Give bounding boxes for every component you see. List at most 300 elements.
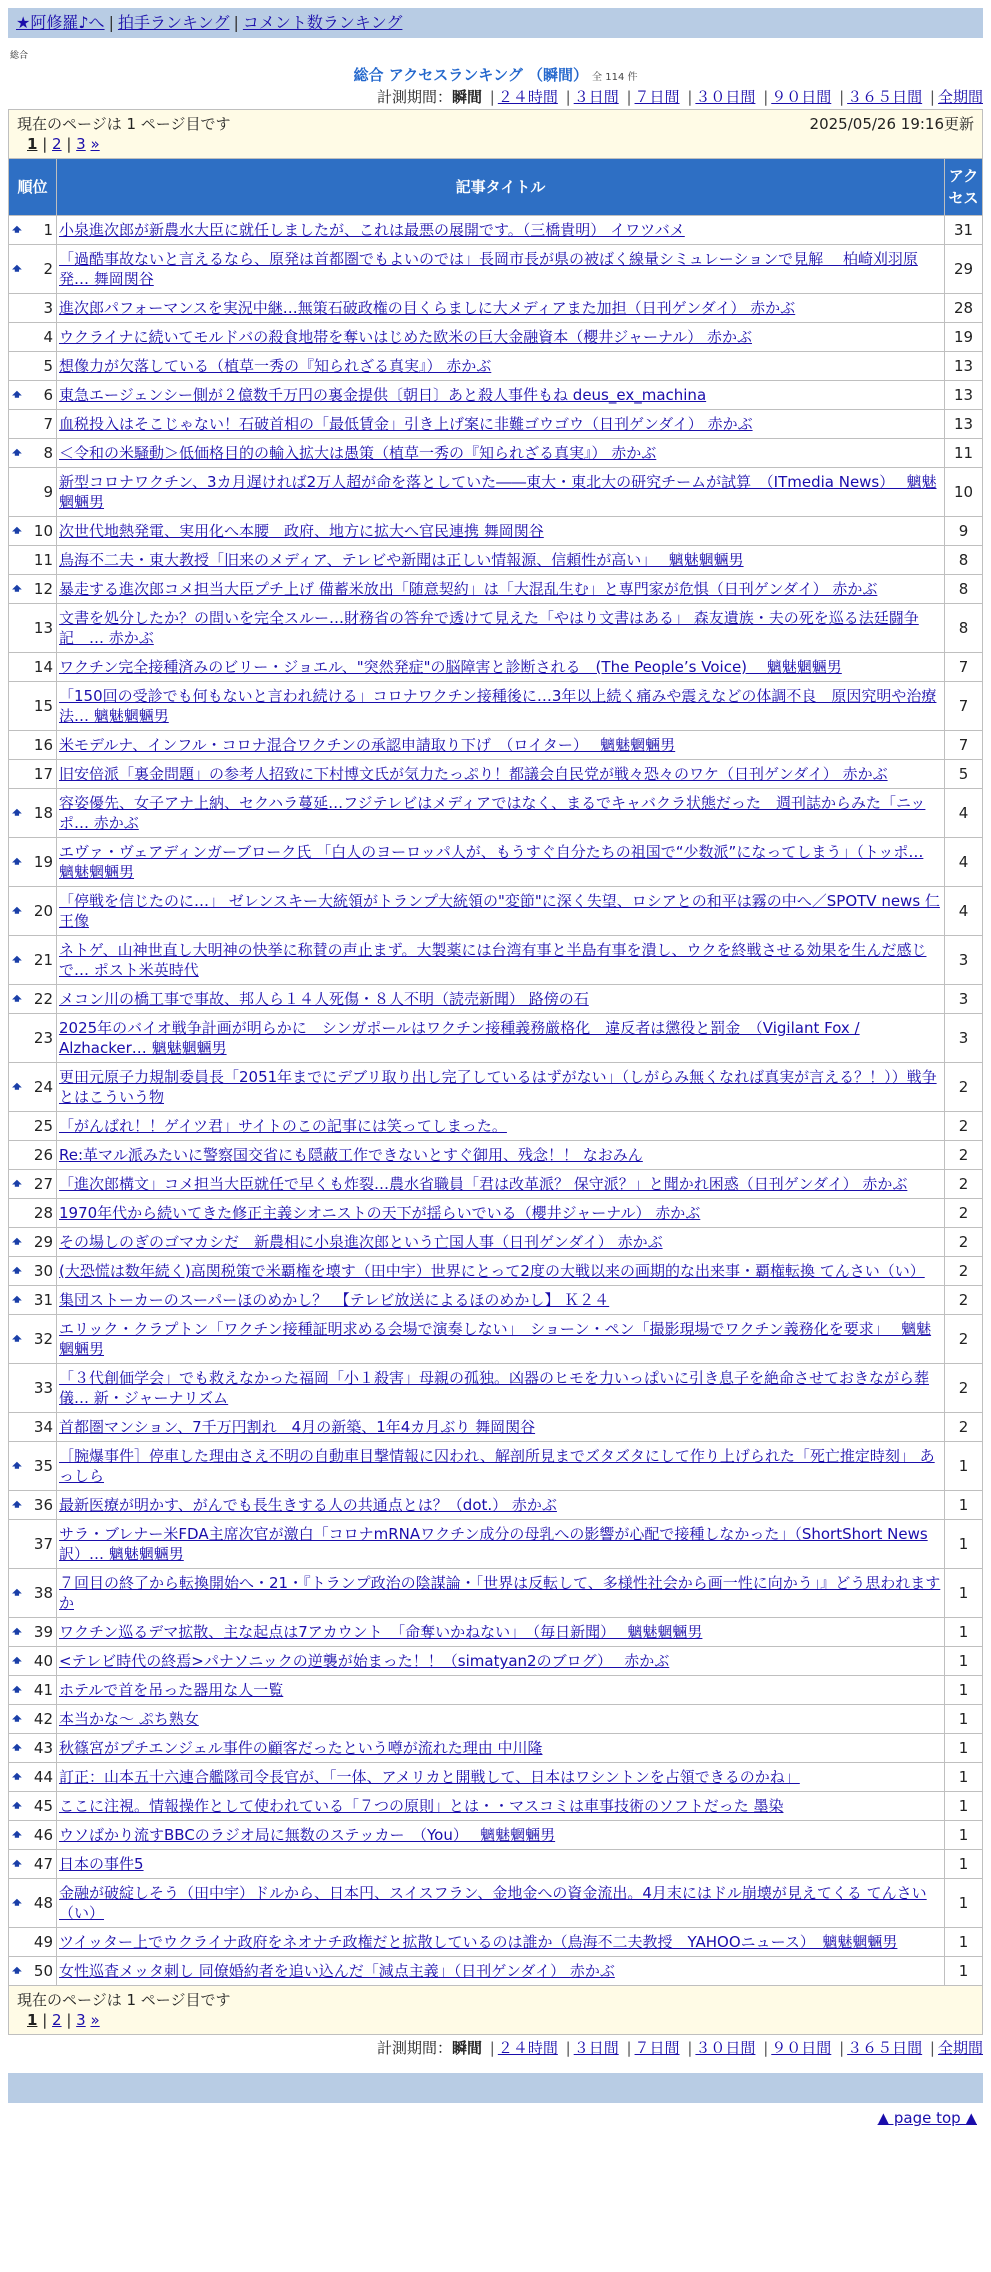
rank-cell [9,1257,57,1286]
rank-cell [9,1734,57,1763]
title-cell [57,410,945,439]
access-count: 13 [944,410,982,439]
period-selector-bottom: 計測期間：瞬間 | ２４時間 | ３日間 | ７日間 | ３０日間 | ９０日間 | ３６５日間 | 全期間 [376,2039,983,2057]
article-link[interactable]: ネトゲ、山神世直し大明神の快挙に称賛の声止まず。大製薬には台湾有事と半島有事を潰し、ウクを終戦させる効果を生んだ感じで… ポスト米英時代 [59,941,927,979]
rank-number: 25 [33,1117,53,1135]
rank-number: 47 [33,1855,53,1873]
table-row [9,439,983,468]
access-count: 1 [944,1442,982,1491]
article-link[interactable]: 東急エージェンシー側が２億数千万円の裏金提供〔朝日〕あと殺人事件もね deus_ex_machina [59,386,707,404]
article-link[interactable]: 新型コロナワクチン、3カ月遅ければ2万人超が命を落としていた――東大・東北大の研究チームが試算 （ITmedia News） 魑魅魍魎男 [59,473,937,511]
title-cell [57,468,945,517]
rank-cell [9,936,57,985]
access-count: 2 [944,1112,982,1141]
table-row [9,653,983,682]
article-link[interactable]: 「150回の受診でも何もないと言われ続ける」コロナワクチン接種後に…3年以上続く痛みや震えなどの体調不良 原因究明や治療法… 魑魅魍魎男 [59,687,937,725]
table-row [9,1228,983,1257]
access-count: 1 [944,1676,982,1705]
title-cell [57,1286,945,1315]
article-link[interactable]: 首都圏マンション、7千万円割れ 4月の新築、1年4カ月ぶり 舞岡関谷 [59,1418,536,1436]
rank-cell [9,985,57,1014]
rank-cell [9,1957,57,1986]
rank-cell [9,468,57,517]
title-cell [57,1520,945,1569]
page-info-bottom [9,1986,983,2035]
access-count: 2 [944,1413,982,1442]
access-count: 1 [944,1618,982,1647]
article-link[interactable]: 小泉進次郎が新農水大臣に就任しましたが、これは最悪の展開です。（三橋貴明） イワツバメ [59,221,685,239]
period-link-all[interactable]: 全期間 [937,88,983,106]
home-link[interactable]: ★阿修羅♪へ [16,13,105,32]
rank-cell [9,216,57,245]
table-row [9,760,983,789]
title-cell [57,1928,945,1957]
rank-cell [9,1491,57,1520]
rank-up-arrow-icon: 🠹 [12,1680,22,1699]
title-cell [57,985,945,1014]
article-link[interactable]: 女性巡査メッタ刺し 同僚婚約者を追い込んだ「減点主義」（日刊ゲンダイ） 赤かぶ [59,1962,615,1980]
rank-number: 15 [33,697,53,715]
article-link[interactable]: 「過酷事故ないと言えるなら、原発は首都圏でもよいのでは」長岡市長が県の被ばく線量シミュレーションで見解 柏崎刈羽原発… 舞岡関谷 [59,250,918,288]
pager-page-3[interactable]: 3 [76,135,86,153]
rank-number: 8 [43,444,53,462]
access-count: 2 [944,1170,982,1199]
title-cell [57,1647,945,1676]
access-count: 1 [944,1569,982,1618]
title-cell [57,1821,945,1850]
rank-number: 21 [33,951,53,969]
article-link[interactable]: 「がんばれ！！ゲイツ君」サイトのこの記事には笑ってしまった。 [59,1117,507,1135]
access-count: 28 [944,294,982,323]
title-cell [57,1014,945,1063]
rank-cell [9,682,57,731]
rank-cell [9,1286,57,1315]
article-link[interactable]: ウソばかり流すBBCのラジオ局に無数のステッカー （You） 魑魅魍魎男 [59,1826,556,1844]
article-link[interactable]: ＜令和の米騒動＞低価格目的の輸入拡大は愚策（植草一秀の『知られざる真実』） 赤かぶ [59,444,657,462]
pager-next[interactable]: » [90,135,100,153]
table-row [9,1928,983,1957]
title-cell [57,323,945,352]
rank-cell [9,1647,57,1676]
rank-cell [9,1850,57,1879]
access-count: 8 [944,604,982,653]
rank-up-arrow-icon: 🠹 [12,443,22,462]
rank-number: 16 [33,736,53,754]
rank-cell [9,575,57,604]
rank-up-arrow-icon: 🠹 [12,1456,22,1475]
rank-up-arrow-icon: 🠹 [12,579,22,598]
article-link[interactable]: 最新医療が明かす、がんでも長生きする人の共通点とは？（dot.） 赤かぶ [59,1496,557,1514]
page-top-link[interactable]: ▲ page top ▲ [877,2109,977,2127]
page-info-top [9,110,983,159]
period-link-all-bottom[interactable]: 全期間 [937,2039,983,2057]
article-link[interactable]: ツイッター上でウクライナ政府をネオナチ政権だと拡散しているのは誰か（鳥海不二夫教授 YAHOOニュース） 魑魅魍魎男 [59,1933,898,1951]
ranking-table [8,109,983,2035]
table-row [9,1734,983,1763]
article-link[interactable]: その場しのぎのゴマカシだ 新農相に小泉進次郎という亡国人事（日刊ゲンダイ） 赤かぶ [59,1233,663,1251]
article-link[interactable]: 日本の事件5 [59,1855,144,1873]
table-row [9,1647,983,1676]
period-link-90d[interactable]: ９０日間 [771,88,832,106]
rank-number: 20 [33,902,53,920]
title-cell [57,1228,945,1257]
rank-number: 31 [33,1291,53,1309]
period-link-24h-bottom[interactable]: ２４時間 [497,2039,558,2057]
access-count: 1 [944,1763,982,1792]
table-row [9,1364,983,1413]
article-link[interactable]: 旧安倍派「裏金問題」の参考人招致に下村博文氏が気力たっぷり！都議会自民党が戦々恐々のワケ（日刊ゲンダイ） 赤かぶ [59,765,888,783]
rank-up-arrow-icon: 🠹 [12,220,22,239]
rank-up-arrow-icon: 🠹 [12,989,22,1008]
table-row [9,294,983,323]
rank-up-arrow-icon: 🠹 [12,1767,22,1786]
table-row [9,838,983,887]
page-top-area [8,2103,983,2133]
title-cell [57,352,945,381]
rank-number: 42 [33,1710,53,1728]
rank-number: 29 [33,1233,53,1251]
article-link[interactable]: 想像力が欠落している（植草一秀の『知られざる真実』） 赤かぶ [59,357,492,375]
article-link[interactable]: ホテルで首を吊った器用な人一覧 [59,1681,284,1699]
table-row [9,468,983,517]
rank-up-arrow-icon: 🠹 [12,1651,22,1670]
rank-up-arrow-icon: 🠹 [12,950,22,969]
rank-number: 4 [43,328,53,346]
current-page-text-bottom: 現在のページは 1 ページ目です [17,1991,231,2009]
title-cell [57,1315,945,1364]
rank-cell [9,887,57,936]
article-link[interactable]: (大恐慌は数年続く)高関税策で米覇権を壊す（田中宇）世界にとって2度の大戦以来の画期的な出来事・覇権転換 てんさい（い） [59,1262,925,1280]
article-link[interactable]: 更田元原子力規制委員長「2051年までにデブリ取り出し完了しているはずがない」（しがらみ無くなれば真実が言える？！））戦争とはこういう物 [59,1068,937,1106]
rank-cell [9,1228,57,1257]
title-cell [57,1170,945,1199]
pager-page-2-bottom[interactable]: 2 [52,2011,62,2029]
access-count: 1 [944,1879,982,1928]
article-link[interactable]: 集団ストーカーのスーパーほのめかし？ 【テレビ放送によるほのめかし】 Ｋ２４ [59,1291,610,1309]
table-row [9,1286,983,1315]
table-row [9,1063,983,1112]
table-row [9,381,983,410]
article-link[interactable]: 秋篠宮がプチエンジェル事件の顧客だったという噂が流れた理由 中川隆 [59,1739,543,1757]
category-label: 総合 [10,51,29,61]
rank-up-arrow-icon: 🠹 [12,1796,22,1815]
rank-up-arrow-icon: 🠹 [12,852,22,871]
table-row [9,323,983,352]
article-link[interactable]: Re:革マル派みたいに警察国交省にも隠蔽工作できないとすぐ御用、残念！！ なおみん [59,1146,643,1164]
table-row [9,1850,983,1879]
title-cell [57,731,945,760]
title-cell [57,1442,945,1491]
bottom-bar [8,2073,983,2103]
rank-up-arrow-icon: 🠹 [12,259,22,278]
rank-number: 30 [33,1262,53,1280]
access-count: 2 [944,1364,982,1413]
period-label-bottom: 計測期間： [376,2039,452,2057]
rank-cell [9,323,57,352]
title-cell [57,789,945,838]
rank-cell [9,1112,57,1141]
article-link[interactable]: ここに注視。情報操作として使われている「７つの原則」とは・・マスコミは車事技術のソフトだった 墨染 [59,1797,784,1815]
rank-cell [9,1792,57,1821]
article-link[interactable]: 「３代創価学会」でも救えなかった福岡「小１殺害」母親の孤独。凶器のヒモを力いっぱいに引き息子を絶命させておきながら葬儀… 新・ジャーナリズム [59,1369,930,1407]
rank-cell [9,1315,57,1364]
rank-up-arrow-icon: 🠹 [12,1854,22,1873]
rank-cell [9,1705,57,1734]
title-cell [57,1792,945,1821]
article-link[interactable]: 本当かな～ ぷち熟女 [59,1710,199,1728]
title-cell [57,1063,945,1112]
access-count: 7 [944,682,982,731]
article-link[interactable]: ウクライナに続いてモルドバの殺食地帯を奪いはじめた欧米の巨大金融資本（櫻井ジャーナル） 赤かぶ [59,328,752,346]
access-count: 3 [944,985,982,1014]
table-row [9,1821,983,1850]
period-link-30d-bottom[interactable]: ３０日間 [695,2039,756,2057]
rank-number: 12 [33,580,53,598]
access-count: 7 [944,731,982,760]
rank-number: 40 [33,1652,53,1670]
title-cell [57,1879,945,1928]
rank-number: 35 [33,1457,53,1475]
rank-up-arrow-icon: 🠹 [12,1077,22,1096]
period-link-7d[interactable]: ７日間 [634,88,680,106]
pager-page-3-bottom[interactable]: 3 [76,2011,86,2029]
article-link[interactable]: 訂正：山本五十六連合艦隊司令長官が、「一体、アメリカと開戦して、日本はワシントンを占領できるのかね」 [59,1768,800,1786]
title-cell [57,936,945,985]
table-row [9,517,983,546]
access-count: 1 [944,1850,982,1879]
table-header [9,159,983,216]
article-link[interactable]: 血税投入はそこじゃない！石破首相の「最低賃金」引き上げ案に非難ゴウゴウ（日刊ゲンダイ） 赤かぶ [59,415,753,433]
clap-ranking-link[interactable]: 拍手ランキング [117,13,230,32]
title-cell [57,653,945,682]
access-count: 1 [944,1734,982,1763]
access-count: 1 [944,1957,982,1986]
title-cell [57,760,945,789]
access-count: 13 [944,381,982,410]
article-link[interactable]: メコン川の橋工事で事故、邦人ら１４人死傷・８人不明（読売新聞） 路傍の石 [59,990,589,1008]
article-link[interactable]: 金融が破綻しそう（田中宇）ドルから、日本円、スイスフラン、金地金への資金流出。4月末にはドル崩壊が見えてくる てんさい（い） [59,1884,927,1922]
table-row [9,1257,983,1286]
table-row [9,352,983,381]
rank-cell [9,352,57,381]
rank-up-arrow-icon: 🠹 [12,1961,22,1980]
title-cell [57,1763,945,1792]
title-cell [57,1676,945,1705]
access-count: 1 [944,1821,982,1850]
rank-header: 順位 [9,159,57,216]
rank-up-arrow-icon: 🠹 [12,1329,22,1348]
table-row [9,245,983,294]
rank-number: 32 [33,1330,53,1348]
access-count: 1 [944,1928,982,1957]
rank-number: 3 [43,299,53,317]
article-link[interactable]: <テレビ時代の終焉>パナソニックの逆襲が始まった！！（simatyan2のブログ） 赤かぶ [59,1652,670,1670]
rank-cell [9,410,57,439]
table-row [9,887,983,936]
rank-number: 18 [33,804,53,822]
period-link-30d[interactable]: ３０日間 [695,88,756,106]
rank-number: 37 [33,1535,53,1553]
ranking-heading: 総合 アクセスランキング （瞬間） [353,66,589,84]
article-link[interactable]: 鳥海不二夫・東大教授「旧来のメディア、テレビや新聞は正しい情報源、信頼性が高い」 魑魅魍魎男 [59,551,744,569]
rank-number: 23 [33,1029,53,1047]
article-link[interactable]: 次世代地熱発電、実用化へ本腰 政府、地方に拡大へ官民連携 舞岡関谷 [59,522,544,540]
rank-cell [9,604,57,653]
pager-page-2[interactable]: 2 [52,135,62,153]
title-cell [57,1413,945,1442]
article-link[interactable]: 「進次郎構文」コメ担当大臣就任で早くも炸裂…農水省職員「君は改革派？ 保守派？」と聞かれ困惑（日刊ゲンダイ） 赤かぶ [59,1175,908,1193]
table-row [9,1792,983,1821]
rank-number: 14 [33,658,53,676]
article-link[interactable]: 進次郎パフォーマンスを実況中継…無策石破政権の目くらましに大メディアまた加担（日刊ゲンダイ） 赤かぶ [59,299,796,317]
rank-cell [9,1199,57,1228]
article-link[interactable]: 容姿優先、女子アナ上納、セクハラ蔓延…フジテレビはメディアではなく、まるでキャバクラ状態だった 週刊誌からみた「ニッポ… 赤かぶ [59,794,926,832]
rank-cell [9,760,57,789]
title-cell [57,1141,945,1170]
period-link-365d[interactable]: ３６５日間 [847,88,923,106]
rank-cell [9,1879,57,1928]
rank-number: 5 [43,357,53,375]
rank-up-arrow-icon: 🠹 [12,1495,22,1514]
article-link[interactable]: エリック・クラプトン「ワクチン接種証明求める会場で演奏しない」 ショーン・ペン「撮影現場でワクチン義務化を要求」 魑魅魍魎男 [59,1320,932,1358]
pager-next-bottom[interactable]: » [90,2011,100,2029]
title-cell [57,1957,945,1986]
period-link-90d-bottom[interactable]: ９０日間 [771,2039,832,2057]
rank-number: 39 [33,1623,53,1641]
period-label: 計測期間： [376,88,452,106]
table-row [9,1569,983,1618]
pager-top: 1 | 2 | 3 » [27,135,100,153]
article-link[interactable]: ７回目の終了から転換開始へ・21・『トランプ政治の陰謀論・「世界は反転して、多様性社会から画一性に向かう」』どう思われますか [59,1574,941,1612]
article-link[interactable]: 米モデルナ、インフル・コロナ混合ワクチンの承認申請取り下げ （ロイター） 魑魅魍魎男 [59,736,676,754]
rank-up-arrow-icon: 🠹 [12,1709,22,1728]
title-cell [57,1199,945,1228]
rank-cell [9,1821,57,1850]
title-cell [57,439,945,468]
rank-cell [9,546,57,575]
rank-cell [9,1520,57,1569]
title-cell [57,604,945,653]
period-link-7d-bottom[interactable]: ７日間 [634,2039,680,2057]
rank-number: 10 [33,522,53,540]
rank-cell [9,1063,57,1112]
table-row [9,936,983,985]
rank-cell [9,731,57,760]
access-count: 5 [944,760,982,789]
rank-cell [9,1141,57,1170]
access-count: 3 [944,936,982,985]
period-link-3d-bottom[interactable]: ３日間 [573,2039,619,2057]
table-row [9,1442,983,1491]
article-link[interactable]: 2025年のバイオ戦争計画が明らかに シンガポールはワクチン接種義務厳格化 違反者は懲役と罰金 （Vigilant Fox / Alzhacker… 魑魅魍魎男 [59,1019,860,1057]
table-row [9,1141,983,1170]
table-row [9,1413,983,1442]
rank-cell [9,517,57,546]
title-cell [57,1850,945,1879]
rank-number: 26 [33,1146,53,1164]
period-link-24h[interactable]: ２４時間 [497,88,558,106]
access-count: 31 [944,216,982,245]
article-link[interactable]: 1970年代から続いてきた修正主義シオニストの天下が揺らいでいる（櫻井ジャーナル） 赤かぶ [59,1204,701,1222]
rank-cell [9,1763,57,1792]
access-count: 2 [944,1199,982,1228]
rank-up-arrow-icon: 🠹 [12,1232,22,1251]
article-link[interactable]: エヴァ・ヴェアディンガーブローク氏 「白人のヨーロッパ人が、もうすぐ自分たちの祖国で“少数派”になってしまう」（トッポ… 魑魅魍魎男 [59,843,924,881]
rank-up-arrow-icon: 🠹 [12,1893,22,1912]
rank-number: 38 [33,1584,53,1602]
access-count: 2 [944,1141,982,1170]
rank-up-arrow-icon: 🠹 [12,1622,22,1641]
table-row [9,789,983,838]
table-row [9,216,983,245]
rank-up-arrow-icon: 🠹 [12,521,22,540]
rank-cell [9,653,57,682]
rank-number: 24 [33,1078,53,1096]
rank-number: 11 [33,551,53,569]
table-row [9,731,983,760]
comment-ranking-link[interactable]: コメント数ランキング [242,13,403,32]
table-row [9,1014,983,1063]
access-count: 4 [944,838,982,887]
period-link-365d-bottom[interactable]: ３６５日間 [847,2039,923,2057]
rank-up-arrow-icon: 🠹 [12,1583,22,1602]
access-count: 3 [944,1014,982,1063]
page-title [8,64,983,86]
rank-cell [9,1618,57,1647]
access-count: 11 [944,439,982,468]
rank-up-arrow-icon: 🠹 [12,1174,22,1193]
rank-cell [9,1014,57,1063]
rank-number: 48 [33,1894,53,1912]
article-link[interactable]: 暴走する進次郎コメ担当大臣プチ上げ 備蓄米放出「随意契約」は「大混乱生む」と専門家が危惧（日刊ゲンダイ） 赤かぶ [59,580,878,598]
rank-number: 43 [33,1739,53,1757]
access-count: 13 [944,352,982,381]
rank-number: 36 [33,1496,53,1514]
title-cell [57,517,945,546]
rank-cell [9,1676,57,1705]
article-link[interactable]: ワクチン完全接種済みのビリー・ジョエル、"突然発症"の脳障害と診断される (The People’s Voice) 魑魅魍魎男 [59,658,842,676]
table-row [9,1763,983,1792]
article-link[interactable]: ［腕爆事件］停車した理由さえ不明の自動車目撃情報に囚われ、解剖所見までズタズタにして作り上げられた「死亡推定時刻」 あっしら [59,1447,935,1485]
access-count: 4 [944,887,982,936]
article-link[interactable]: 文書を処分したか？の問いを完全スルー…財務省の答弁で透けて見えた「やはり文書はある」 森友遺族・夫の死を巡る法廷闘争記 … 赤かぶ [59,609,919,647]
title-cell [57,838,945,887]
rank-number: 27 [33,1175,53,1193]
article-link[interactable]: 「停戦を信じたのに…」 ゼレンスキー大統領がトランプ大統領の"変節"に深く失望、ロシアとの和平は霧の中へ／SPOTV news 仁王像 [59,892,940,930]
access-count: 2 [944,1257,982,1286]
period-link-3d[interactable]: ３日間 [573,88,619,106]
rank-number: 17 [33,765,53,783]
rank-up-arrow-icon: 🠹 [12,1261,22,1280]
table-row [9,1618,983,1647]
rank-number: 28 [33,1204,53,1222]
table-row [9,985,983,1014]
article-link[interactable]: ワクチン巡るデマ拡散、主な起点は7アカウント 「命奪いかねない」 （毎日新聞） 魑魅魍魎男 [59,1623,703,1641]
table-row [9,1676,983,1705]
article-link[interactable]: サラ・ブレナー米FDA主席次官が激白「コロナmRNAワクチン成分の母乳への影響が心配で接種しなかった」（ShortShort News訳）… 魑魅魍魎男 [59,1525,928,1563]
pager-page-1: 1 [27,135,38,153]
rank-cell [9,381,57,410]
title-cell [57,1618,945,1647]
rank-number: 34 [33,1418,53,1436]
access-count: 10 [944,468,982,517]
access-count: 2 [944,1286,982,1315]
title-cell [57,1257,945,1286]
access-count: 2 [944,1228,982,1257]
title-cell [57,245,945,294]
rank-up-arrow-icon: 🠹 [12,385,22,404]
title-cell [57,1705,945,1734]
